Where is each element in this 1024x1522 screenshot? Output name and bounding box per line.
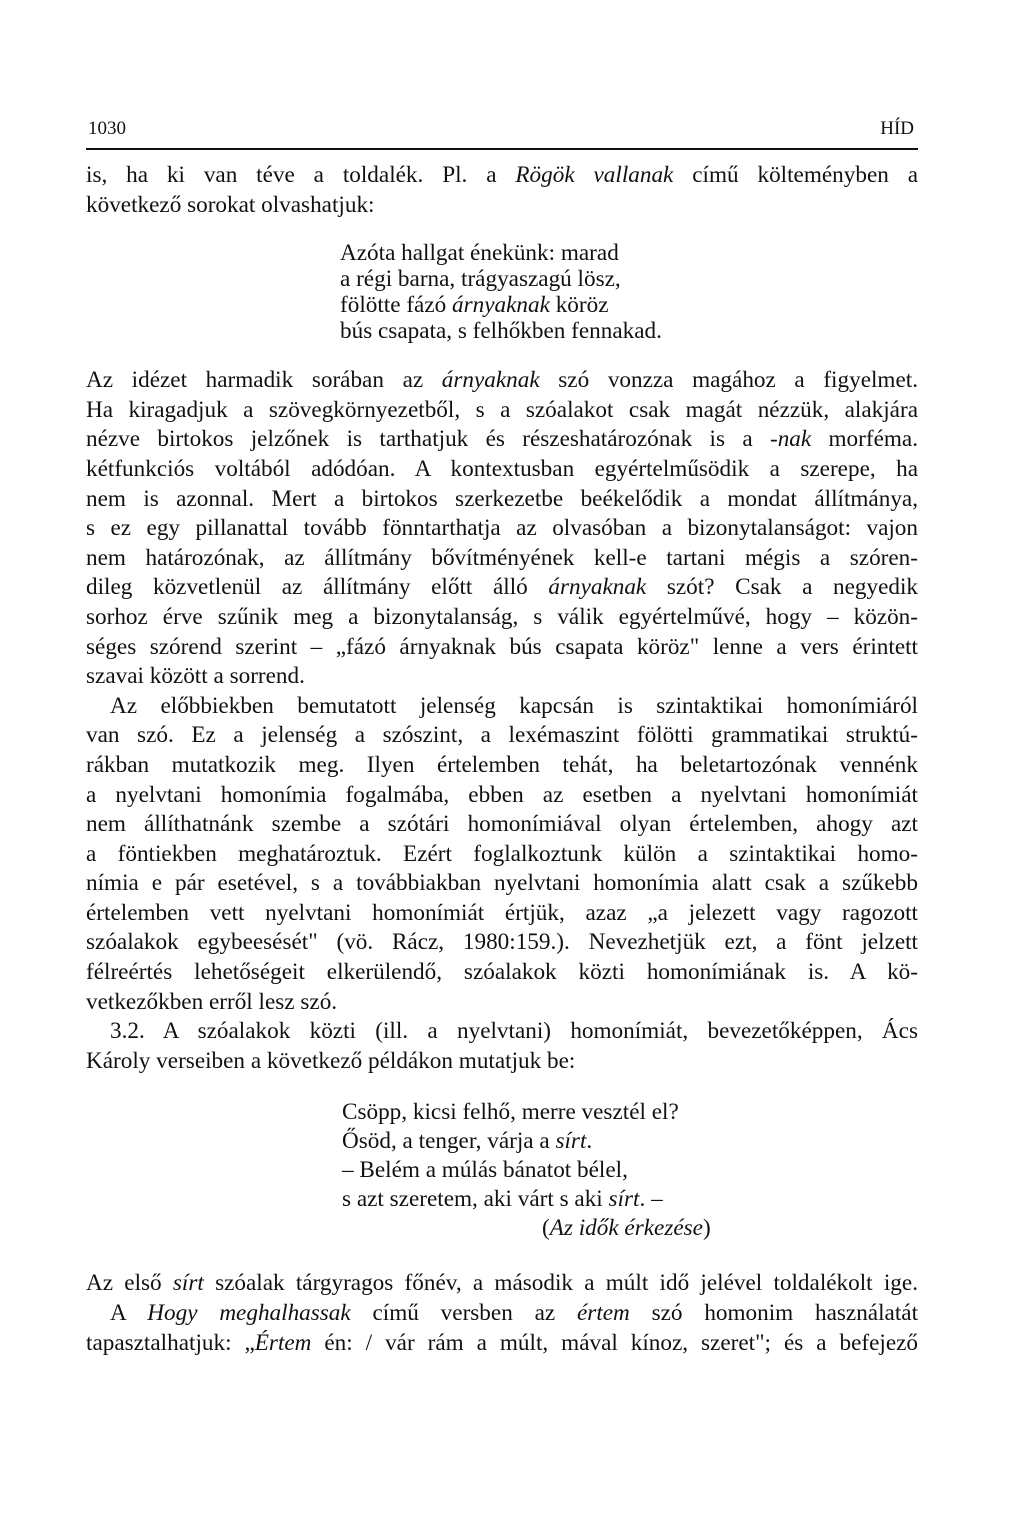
paragraph-analysis xyxy=(86,366,918,1076)
text-line xyxy=(86,840,918,870)
text-run: Károly verseiben a következő példákon mutatjuk be: xyxy=(86,1047,576,1074)
paragraph-examples xyxy=(86,1269,918,1358)
text-line xyxy=(86,485,918,515)
text-line xyxy=(86,1017,918,1047)
text-run: ( xyxy=(542,1215,550,1242)
text-run: vetkezőkben erről lesz szó. xyxy=(86,988,338,1015)
text-line xyxy=(342,1098,918,1127)
text-run: 3.2. A szóalakok közti (ill. a nyelvtani) homonímiát, bevezetőképpen, Ács xyxy=(110,1018,918,1045)
text-run: Ha kiragadjuk a szövegkörnyezetből, s a szóalakot csak magát nézzük, alakjára xyxy=(86,396,918,423)
text-line xyxy=(86,1047,918,1077)
italic-term: árnyaknak xyxy=(548,574,647,601)
text-run: én: / vár rám a múlt, mával kínoz, szeret"; és a befejező xyxy=(311,1329,918,1356)
text-line xyxy=(86,662,918,692)
text-line xyxy=(86,396,918,426)
text-run: morféma. xyxy=(811,426,918,453)
verse-quote-2 xyxy=(342,1098,918,1243)
text-run: nem határozónak, az állítmány bővítményének kell-e tartani mégis a szóren- xyxy=(86,544,918,571)
text-line xyxy=(342,1156,918,1185)
text-run: Az előbbiekben bemutatott jelenség kapcsán is szintaktikai homonímiáról xyxy=(110,692,918,719)
text-run: séges szórend szerint – „fázó árnyaknak bús csapata köröz" lenne a vers érintett xyxy=(86,633,918,660)
text-line xyxy=(86,810,918,840)
text-run: A xyxy=(110,1300,148,1327)
text-run: . – xyxy=(639,1186,663,1213)
text-run: értelemben vett nyelvtani homonímiát értjük, azaz „a jelezett vagy ragozott xyxy=(86,899,918,926)
text-run: című költeményben a xyxy=(673,162,919,188)
text-run: szavai között a sorrend. xyxy=(86,663,305,690)
text-run: a régi barna, trágyaszagú lösz, xyxy=(340,266,621,293)
text-line xyxy=(86,958,918,988)
italic-term: értem xyxy=(577,1300,630,1327)
text-run: dileg közvetlenül az állítmány előtt álló xyxy=(86,574,549,601)
text-run: szóalakok egybeesését" (vö. Rácz, 1980:159.). Nevezhetjük ezt, a fönt jelzett xyxy=(86,929,918,956)
text-run: ) xyxy=(702,1215,711,1242)
text-run: nem állíthatnánk szembe a szótári homonímiával olyan értelemben, ahogy azt xyxy=(86,811,918,838)
text-run: szó vonzza magához a figyelmet. xyxy=(539,367,918,394)
paragraph-intro xyxy=(86,161,918,220)
text-line xyxy=(340,292,918,318)
italic-term: Hogy meghalhassak xyxy=(147,1300,351,1327)
italic-term: Értem xyxy=(254,1329,312,1356)
running-head xyxy=(86,118,918,150)
text-line xyxy=(342,1127,918,1156)
text-line xyxy=(86,1299,918,1329)
text-run: a föntiekben meghatároztuk. Ezért foglalkoztunk külön a szintaktikai homo- xyxy=(86,840,918,867)
text-run: nímia e pár esetével, s a továbbiakban nyelvtani homonímia alatt csak a szűkebb xyxy=(86,870,918,897)
italic-term: Az idők érkezése xyxy=(549,1215,703,1242)
text-line xyxy=(86,692,918,722)
text-run: nem is azonnal. Mert a birtokos szerkezetbe beékelődik a mondat állítmánya, xyxy=(86,485,918,512)
text-run: tapasztalhatjuk: „ xyxy=(86,1329,255,1356)
text-run: fölötte fázó xyxy=(340,292,453,319)
italic-term: sírt xyxy=(172,1270,204,1297)
text-line xyxy=(86,425,918,455)
text-run: kétfunkciós voltából adódóan. A kontextusban egyértelműsödik a szerepe, ha xyxy=(86,455,918,482)
text-line xyxy=(86,573,918,603)
text-line xyxy=(86,988,918,1018)
text-line xyxy=(86,928,918,958)
journal-title: HÍD xyxy=(880,118,914,139)
body-text xyxy=(86,161,918,1358)
text-run: című versben az xyxy=(350,1300,577,1327)
text-line xyxy=(86,751,918,781)
text-run: következő sorokat olvashatjuk: xyxy=(86,191,375,218)
text-run: – Belém a múlás bánatot bélel, xyxy=(342,1157,628,1184)
italic-term: -nak xyxy=(769,426,812,453)
text-run: bús csapata, s felhőkben fennakad. xyxy=(340,318,662,345)
text-line xyxy=(86,161,918,191)
text-run: s azt szeretem, aki várt s aki xyxy=(342,1186,609,1213)
text-run: szóalak tárgyragos főnév, a második a múlt idő jelével toldalékolt ige. xyxy=(203,1270,918,1297)
italic-term: sírt xyxy=(555,1128,587,1155)
text-run: Csöpp, kicsi felhő, merre vesztél el? xyxy=(342,1099,679,1126)
text-line xyxy=(86,1269,918,1299)
text-line xyxy=(86,633,918,663)
text-line xyxy=(86,191,918,221)
text-line xyxy=(340,266,918,292)
text-run: Az első xyxy=(86,1270,173,1297)
text-run: sorhoz érve szűnik meg a bizonytalanság, s válik egyértelművé, hogy – közön- xyxy=(86,603,918,630)
text-run: Azóta hallgat énekünk: marad xyxy=(340,240,619,267)
text-line xyxy=(342,1185,918,1214)
italic-term: Rögök vallanak xyxy=(515,162,674,188)
text-line xyxy=(86,869,918,899)
text-line xyxy=(86,366,918,396)
italic-term: sírt xyxy=(608,1186,640,1213)
text-run: s ez egy pillanattal tovább fönntarthatja az olvasóban a bizonytalanságot: vajon xyxy=(86,515,918,542)
text-line xyxy=(86,603,918,633)
text-run: is, ha ki van téve a toldalék. Pl. a xyxy=(86,162,516,188)
text-run: szó homonim használatát xyxy=(629,1300,919,1327)
text-line xyxy=(86,721,918,751)
verse-quote-1 xyxy=(340,240,918,344)
text-run: nézve birtokos jelzőnek is tarthatjuk és részeshatározónak is a xyxy=(86,426,770,453)
text-run: . xyxy=(586,1128,593,1155)
book-page xyxy=(86,118,918,1358)
text-run: köröz xyxy=(549,292,609,319)
italic-term: árnyaknak xyxy=(452,292,550,319)
text-run: a nyelvtani homonímia fogalmába, ebben az esetben a nyelvtani homonímiát xyxy=(86,781,918,808)
text-run: szót? Csak a negyedik xyxy=(646,574,918,601)
text-line xyxy=(86,514,918,544)
text-line xyxy=(86,544,918,574)
text-line xyxy=(86,781,918,811)
text-run: van szó. Ez a jelenség a szószint, a lexémaszint fölötti grammatikai struktú- xyxy=(86,722,918,749)
text-run: rákban mutatkozik meg. Ilyen értelemben tehát, ha beletartozónak vennénk xyxy=(86,751,918,778)
page-number: 1030 xyxy=(88,118,126,139)
text-line xyxy=(340,240,918,266)
text-line xyxy=(340,318,918,344)
text-run: Az idézet harmadik sorában az xyxy=(86,367,442,394)
italic-term: árnyaknak xyxy=(441,367,540,394)
text-line xyxy=(86,899,918,929)
verse-source xyxy=(542,1214,918,1243)
text-run: Ősöd, a tenger, várja a xyxy=(342,1128,556,1155)
text-line xyxy=(86,1329,918,1359)
text-line xyxy=(86,455,918,485)
text-run: félreértés lehetőségeit elkerülendő, szóalakok közti homonímiának is. A kö- xyxy=(86,959,918,986)
